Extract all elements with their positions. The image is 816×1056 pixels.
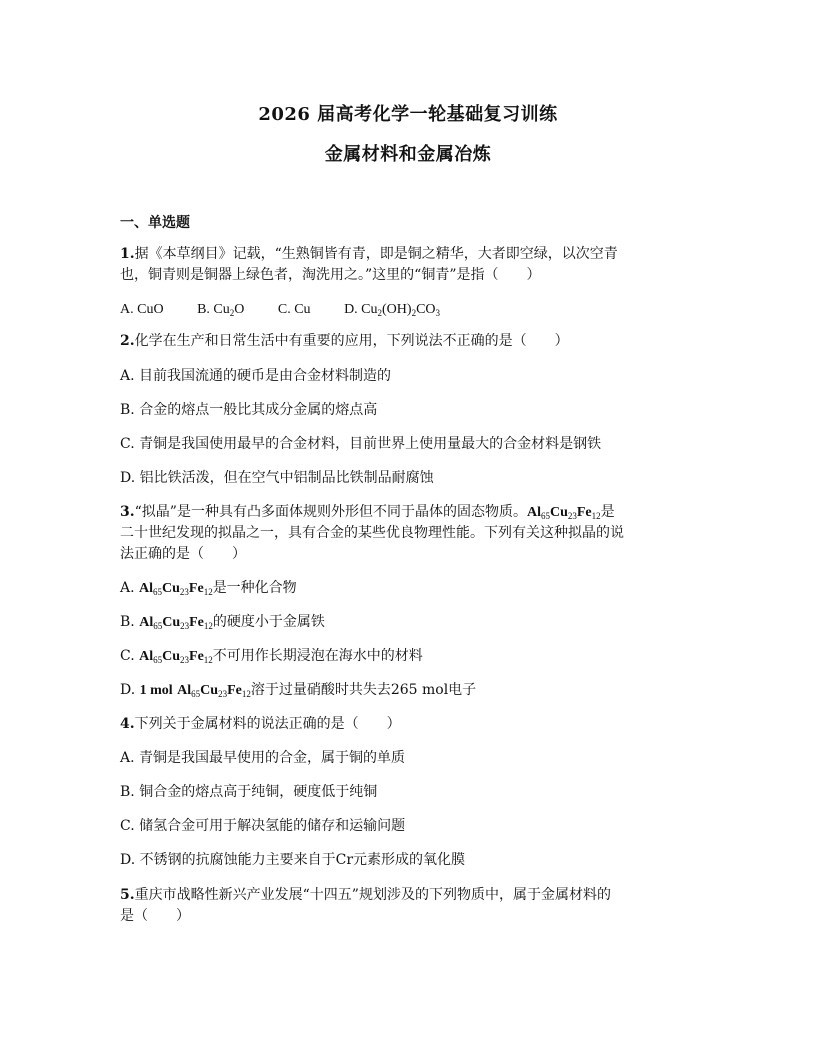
option-a: A. 目前我国流通的硬币是由合金材料制造的: [120, 368, 392, 384]
option-a: A. $Al_{65}Cu_{23}Fe_{12}$是一种化合物: [120, 580, 297, 597]
question-number: 1.: [120, 246, 135, 262]
question-text-line: 法正确的是（ ）: [120, 546, 246, 562]
question-number: 5.: [120, 887, 135, 903]
formula: $Al_{65}Cu_{23}Fe_{12}$: [526, 505, 601, 521]
question-text-line: 是（ ）: [120, 908, 190, 924]
option-d: D. 铝比铁活泼，但在空气中铝制品比铁制品耐腐蚀: [120, 470, 434, 486]
option-b: B. 铜合金的熔点高于纯铜，硬度低于纯铜: [120, 784, 378, 800]
question-3: 3.“拟晶”是一种具有凸多面体规则外形但不同于晶体的固态物质。$Al_{65}Cu_{23}Fe_{12}$是 二十世纪发现的拟晶之一，具有合金的某些优良物理性能。下列有关这种拟晶的说 法正确的是（ ）: [120, 504, 624, 562]
question-text-line: 二十世纪发现的拟晶之一，具有合金的某些优良物理性能。下列有关这种拟晶的说: [120, 525, 624, 541]
question-text-line: 下列关于金属材料的说法正确的是（ ）: [134, 716, 401, 732]
option-d: D. 1 mol $Al_{65}Cu_{23}Fe_{12}$溶于过量硝酸时共失去265 mol电子: [120, 682, 477, 699]
option-c: C. 青铜是我国使用最早的合金材料，目前世界上使用量最大的合金材料是钢铁: [120, 436, 602, 452]
question-text-line: “拟晶”是一种具有凸多面体规则外形但不同于晶体的固态物质。: [134, 504, 527, 520]
formula: $Al_{65}Cu_{23}Fe_{12}$: [139, 581, 213, 597]
question-number: 4.: [120, 716, 135, 732]
question-2: [120, 331, 700, 352]
question-number: 3.: [120, 504, 135, 520]
question-text-line: 也，铜青则是铜器上绿色者，淘洗用之。”这里的“铜青”是指（ ）: [120, 267, 541, 283]
question-1: [120, 244, 700, 286]
question-number: 2.: [120, 333, 135, 349]
option-b: B. 合金的熔点一般比其成分金属的熔点高: [120, 402, 378, 418]
question-4: [120, 714, 700, 735]
question-text-line: 据《本草纲目》记载，“生熟铜皆有青，即是铜之精华，大者即空绿，以次空青: [134, 246, 618, 262]
section-heading: 一、单选题: [120, 215, 190, 231]
option-c: C. $Al_{65}Cu_{23}Fe_{12}$不可用作长期浸泡在海水中的材料: [120, 648, 423, 665]
question-5: [120, 885, 700, 927]
option-a: A. 青铜是我国最早使用的合金，属于铜的单质: [120, 750, 406, 766]
option-c: C. Cu: [277, 302, 311, 317]
option-a: A. CuO: [120, 302, 164, 317]
option-d: D. $Cu_2(OH)_2CO_3$: [344, 302, 441, 318]
question-1-options: [120, 299, 700, 320]
formula: $Al_{65}Cu_{23}Fe_{12}$: [177, 683, 251, 699]
option-b: B. $Al_{65}Cu_{23}Fe_{12}$的硬度小于金属铁: [120, 614, 325, 631]
option-b: B. $Cu_2O$: [197, 302, 245, 318]
document-title: 2026 届高考化学一轮基础复习训练: [258, 104, 558, 125]
option-d: D. 不锈钢的抗腐蚀能力主要来自于Cr元素形成的氧化膜: [120, 852, 466, 868]
question-text-line: 化学在生产和日常生活中有重要的应用，下列说法不正确的是（ ）: [134, 333, 569, 349]
question-text-line: 重庆市战略性新兴产业发展“十四五”规划涉及的下列物质中，属于金属材料的: [134, 887, 611, 903]
option-c: C. 储氢合金可用于解决氢能的储存和运输问题: [120, 818, 406, 834]
document-subtitle: 金属材料和金属冶炼: [324, 144, 492, 165]
formula: $Al_{65}Cu_{23}Fe_{12}$: [139, 615, 213, 631]
formula: $Al_{65}Cu_{23}Fe_{12}$: [139, 649, 213, 665]
